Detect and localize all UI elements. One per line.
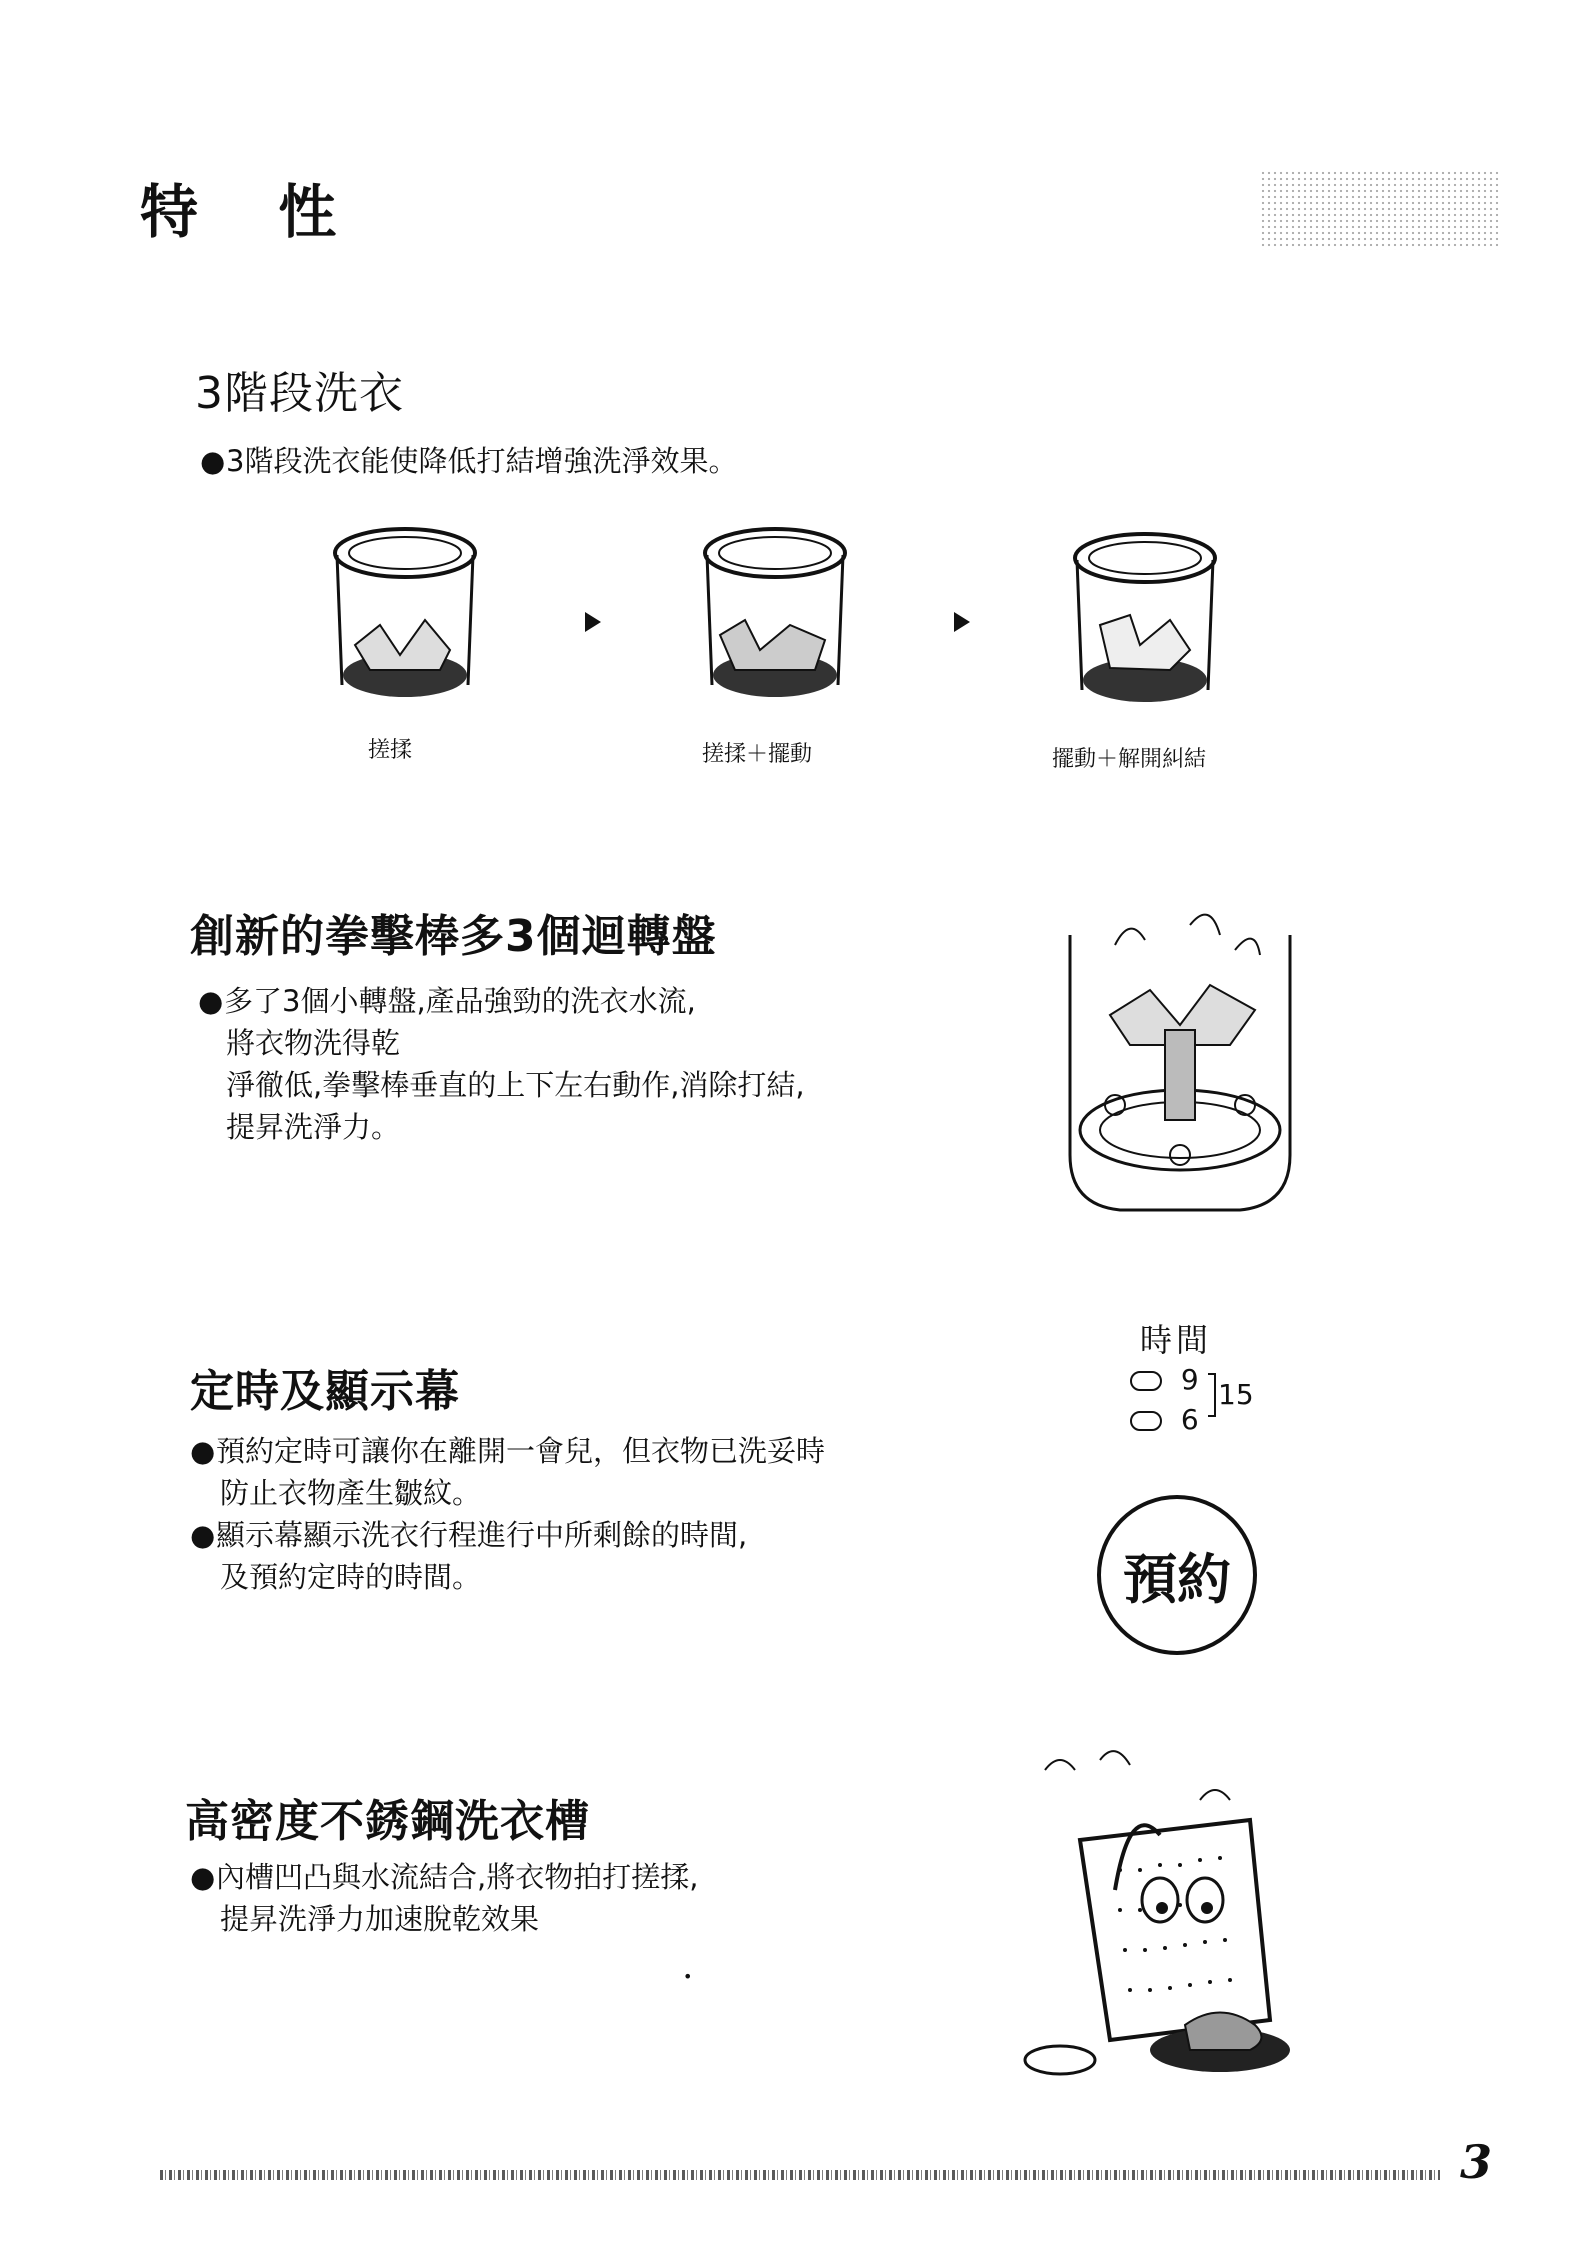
section-bullet: ●3階段洗衣能使降低打結增強洗淨效果。 [200,440,737,482]
timer-option-row: 6 [1130,1403,1199,1436]
timer-label: 時間 [1140,1321,1213,1359]
header-texture [1260,170,1500,250]
bullet-icon: ● [200,444,226,478]
section-text-stainless-tub: ●內槽凹凸與水流結合,將衣物拍打搓揉, 提昇洗淨力加速脫乾效果 [190,1856,698,1940]
step-arrow-icon [583,610,603,634]
section-heading-timer: 定時及顯示幕 [190,1366,460,1417]
timer-bracket [1208,1373,1216,1417]
reserve-button[interactable]: 預約 [1097,1495,1257,1655]
section-text-timer: ●預約定時可讓你在離開一會兒，但衣物已洗妥時 防止衣物產生皺紋。 ●顯示幕顯示洗衣行程進行中所剩餘的時間, 及預約定時的時間。 [190,1430,825,1598]
timer-led-icon [1130,1411,1162,1431]
page-title: 特 性 [140,178,367,246]
step-caption-1: 搓揉 [368,738,413,763]
step-caption-3: 擺動＋解開糾結 [1052,747,1207,772]
section-heading-stainless-tub: 高密度不銹鋼洗衣槽 [185,1796,590,1847]
tub-illustration-2 [700,525,850,705]
bullet-icon: ● [190,1434,216,1468]
timer-total: 15 [1218,1378,1254,1411]
bullet-icon: ● [190,1518,216,1552]
footer-texture [160,2170,1440,2180]
section-heading-pulsator: 創新的拳擊棒多3個迴轉盤 [190,911,717,962]
step-caption-2: 搓揉＋擺動 [702,742,813,767]
bullet-icon: ● [190,1860,216,1894]
timer-option-row: 9 [1130,1363,1199,1396]
footer-mark: • [683,1967,693,1986]
tub-illustration-1 [330,525,480,705]
section-heading-3-stage: 3階段洗衣 [195,368,404,419]
section-text-pulsator: ●多了3個小轉盤,產品強勁的洗衣水流, 將衣物洗得乾 淨徹低,拳擊棒垂直的上下左右動作,消除打結, 提昇洗淨力。 [198,980,805,1148]
pulsator-illustration [1060,895,1300,1215]
page-number: 3 [1460,2135,1493,2189]
timer-led-icon [1130,1371,1162,1391]
tub-illustration-3 [1070,530,1220,710]
tub-character-illustration [1020,1740,1320,2080]
bullet-icon: ● [198,984,224,1018]
step-arrow-icon [952,610,972,634]
